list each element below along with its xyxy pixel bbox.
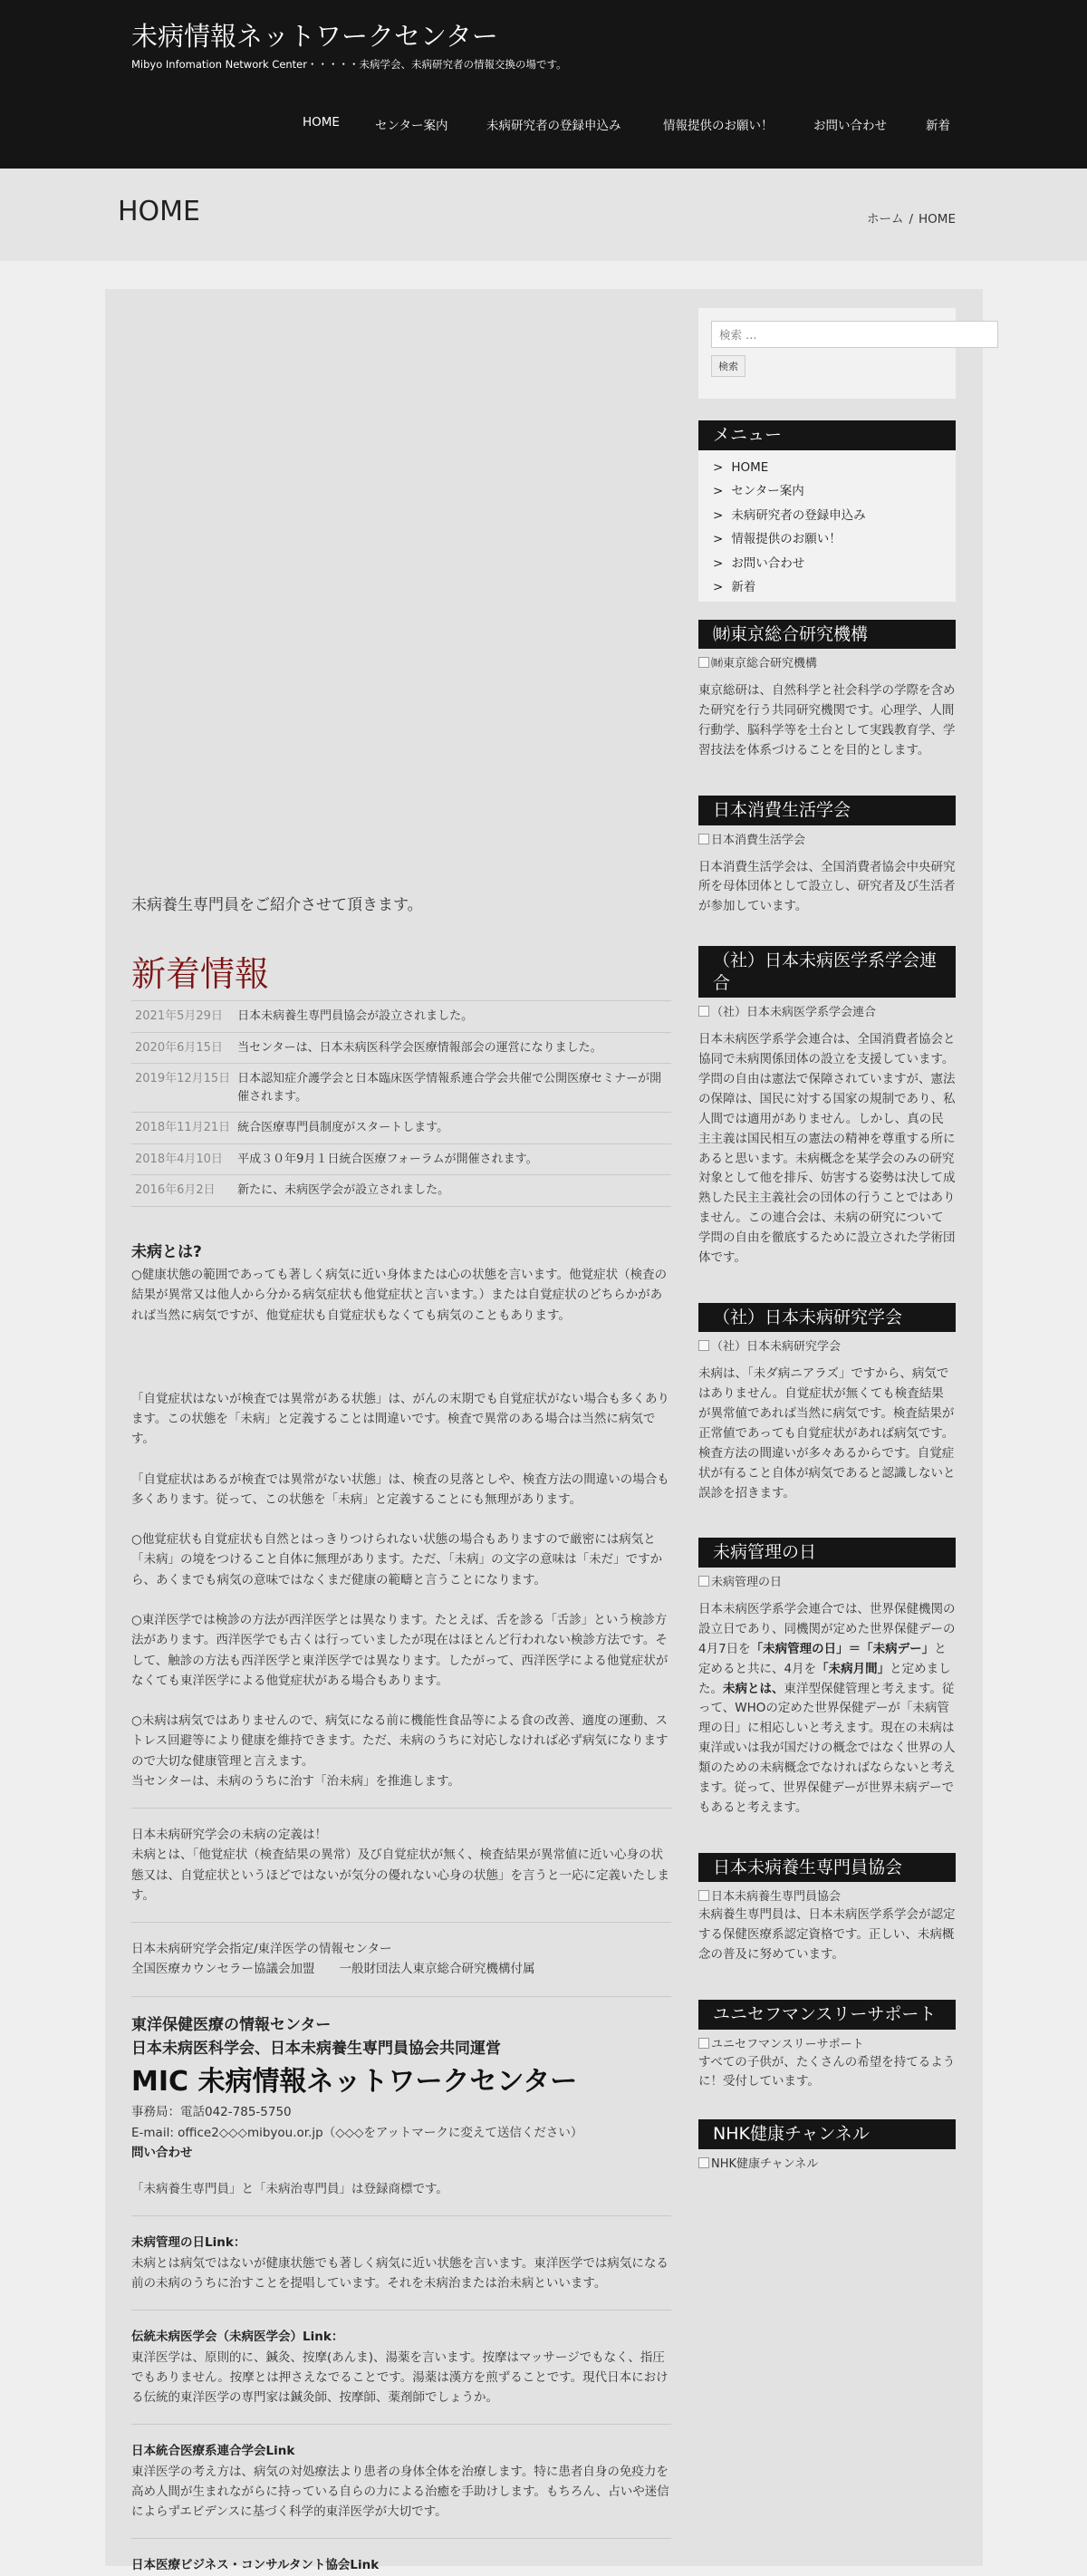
widget-yojo-association — [698, 1853, 956, 1965]
chevron-right-icon: > — [713, 555, 724, 571]
news-text: 日本認知症介護学会と日本臨床医学情報系連合学会共催で公開医療セミナーが開催されます。 — [234, 1064, 671, 1113]
association-line: 全国医療カウンセラー協議会加盟 一般財団法人東京総合研究機構付属 — [131, 1962, 535, 1977]
broken-image-icon[interactable]: （社）日本未病医学系学会連合 — [698, 1002, 956, 1019]
news-date: 2020年6月15日 — [131, 1032, 234, 1064]
definition-title: 日本未病研究学会の未病の定義は！ — [131, 1828, 327, 1843]
link-title[interactable]: 伝統未病医学会（未病医学会）Link： — [131, 2330, 344, 2345]
page-title: HOME — [118, 196, 201, 227]
menu-item-info-request[interactable] — [698, 527, 956, 552]
widget-text: 未病は、「未ダ病ニアラズ」ですから、病気ではありません。自覚症状が無くても検査結果が異常値であれば当然に病気です。検査結果が正常値であっても自覚症状があれば病気です。検査方法の間違いが多々あるからです。自覚症状が有ること自体が病気であると認識しないと誤診を招きます。 — [698, 1366, 956, 1500]
breadcrumb — [867, 208, 956, 227]
divider — [131, 2538, 671, 2539]
divider — [131, 1922, 671, 1923]
news-text: 統合医療専門員制度がスタートします。 — [234, 1113, 671, 1144]
link-title[interactable]: 未病管理の日Link： — [131, 2235, 246, 2251]
widget-title: （社）日本未病医学系学会連合 — [698, 946, 956, 998]
widget-title: 日本未病養生専門員協会 — [698, 1853, 956, 1883]
org-title: 日本未病医科学会、日本未病養生専門員協会共同運営 — [131, 2040, 501, 2059]
nav-news[interactable]: 新着 — [926, 119, 950, 133]
news-date: 2021年5月29日 — [131, 1001, 234, 1033]
news-text: 新たに、未病医学会が設立されました。 — [234, 1175, 671, 1207]
page-title-band — [0, 169, 1087, 261]
article-paragraph: ○未病は病気ではありませんので、病気になる前に機能性食品等による食の改善、適度の運動、ストレス回避等により健康を維持できます。ただ、未病のうちに対応しなければ必ず病気になりますので大切な健康管理と言えます。 — [131, 1713, 669, 1769]
site-title[interactable]: 未病情報ネットワークセンター — [131, 21, 498, 52]
link-text: 東洋医学の考え方は、病気の対処療法より患者の身体全体を治療します。特に患者自身の免疫力を高め人間が生まれながらに持っている自らの力による治癒を手助けします。もちろん、占いや迷信によらずエビデンスに基づく科学的東洋医学が大切です。 — [131, 2464, 669, 2520]
menu-item-label: 新着 — [731, 580, 756, 595]
menu-widget — [698, 420, 956, 602]
article-paragraph: ○健康状態の範囲であっても著しく病気に近い身体または心の状態を言います。他覚症状（検査の結果が異常又は他人から分かる病気症状も他覚症状と言います。）または自覚症状のどちらかがあれば当然に病気ですが、他覚症状も自覚症状もなくても病気のこともあります。 — [131, 1268, 668, 1323]
widget-title: NHK健康チャンネル — [698, 2119, 956, 2149]
news-date: 2019年12月15日 — [131, 1064, 234, 1113]
news-row — [131, 1064, 671, 1113]
broken-image-icon[interactable]: NHK健康チャンネル — [698, 2154, 956, 2171]
divider — [131, 1808, 671, 1809]
widget-mibyo-research-society — [698, 1303, 956, 1504]
widget-mibyo-day — [698, 1538, 956, 1818]
chevron-right-icon: > — [713, 532, 724, 547]
association-line: 日本未病研究学会指定/東洋医学の情報センター — [131, 1942, 392, 1957]
article-paragraph: ○東洋医学では検診の方法が西洋医学とは異なります。たとえば、舌を診る「舌診」という検診方法があります。西洋医学でも古くは行っていましたが現在はほとんど行われない検診方法です。そして、触診の方法も西洋医学と東洋医学では異なります。したがって、西洋医学による他覚症状がなくても東洋医学による他覚症状がある場合もあります。 — [131, 1612, 669, 1688]
site-header — [0, 0, 1087, 169]
widget-title: メニュー — [698, 420, 956, 450]
intro-text: 未病養生専門員をご紹介させて頂きます。 — [131, 896, 423, 914]
chevron-right-icon: > — [713, 484, 724, 499]
widget-consumer-society — [698, 796, 956, 917]
article-paragraph: 当センターは、未病のうちに治す「治未病」を推進します。 — [131, 1773, 460, 1789]
news-row — [131, 1143, 671, 1175]
article-paragraph: 「自覚症状はないが検査では異常がある状態」は、がんの末期でも自覚症状がない場合も多くあります。この状態を「未病」と定義することは間違いです。検査で異常のある場合は当然に病気です。 — [131, 1391, 669, 1447]
chevron-right-icon: > — [713, 507, 724, 523]
chevron-right-icon: > — [713, 459, 724, 475]
news-row — [131, 1113, 671, 1144]
news-table — [131, 1000, 671, 1207]
divider — [131, 2310, 671, 2311]
nav-contact[interactable]: お問い合わせ — [813, 119, 887, 133]
org-title: 東洋保健医療の情報センター — [131, 2015, 332, 2034]
link-title[interactable]: 日本医療ビジネス・コンサルタント協会Link — [131, 2558, 380, 2573]
widget-text: 未病養生専門員は、日本未病医学系学会が認定する保健医療系認定資格です。正しい、未病概念の普及に努めています。 — [698, 1907, 956, 1963]
divider — [131, 1996, 671, 1997]
news-text: 日本未病養生専門員協会が設立されました。 — [234, 1001, 671, 1033]
text-run: と定めました。 — [698, 1661, 951, 1696]
text-run: と定めると共に、4月を — [698, 1641, 947, 1676]
site-description: Mibyo Infomation Network Center・・・・・未病学会、未病研究者の情報交換の場です。 — [131, 58, 567, 71]
menu-item-label: 未病研究者の登録申込み — [731, 507, 866, 523]
widget-title: ユニセフマンスリーサポート — [698, 2000, 956, 2030]
search-button[interactable]: 検索 — [711, 355, 746, 377]
news-date: 2016年6月2日 — [131, 1175, 234, 1207]
nav-center-guide[interactable]: センター案内 — [375, 119, 448, 133]
news-row — [131, 1032, 671, 1064]
nav-researcher-registration[interactable]: 未病研究者の登録申込み — [486, 119, 621, 133]
breadcrumb-separator: / — [909, 212, 914, 227]
widget-text: 日本消費生活学会は、全国消費者協会中央研究所を母体団体として設立し、研究者及び生活者が参加しています。 — [698, 859, 956, 914]
link-title[interactable]: 日本統合医療系連合学会Link — [131, 2444, 295, 2459]
menu-item-home[interactable] — [698, 456, 956, 480]
menu-item-contact[interactable] — [698, 552, 956, 576]
link-text: 未病とは病気ではないが健康状態でも著しく病気に近い状態を言います。東洋医学では病気になる前の未病のうちに治すことを提唱しています。それを未病治または治未病といいます。 — [131, 2255, 669, 2291]
text-run-bold: 「未病管理の日」＝「未病デー」 — [750, 1641, 935, 1656]
office-phone: 事務局：電話042-785-5750 — [131, 2105, 292, 2120]
widget-title: （社）日本未病研究学会 — [698, 1303, 956, 1333]
menu-item-label: センター案内 — [731, 484, 804, 499]
breadcrumb-home-link[interactable]: ホーム — [866, 212, 904, 227]
broken-image-icon[interactable]: （社）日本未病研究学会 — [698, 1336, 956, 1354]
widget-title: ㈶東京総合研究機構 — [698, 620, 956, 650]
center-name: MIC 未病情報ネットワークセンター — [131, 2066, 578, 2098]
menu-item-label: 情報提供のお願い！ — [731, 532, 842, 547]
widget-unicef — [698, 2000, 956, 2092]
definition-text: 未病とは、「他覚症状（検査結果の異常）及び自覚症状が無く、検査結果が異常値に近い心身の状態又は、自覚症状というほどではないが気分の優れない心身の状態」を言うと一応に定義いたします。 — [131, 1848, 669, 1903]
chevron-right-icon: > — [713, 580, 724, 595]
widget-text: すべての子供が、たくさんの希望を持てるように！受付しています。 — [698, 2054, 956, 2089]
sidebar — [698, 308, 956, 2171]
menu-item-label: お問い合わせ — [731, 555, 805, 571]
broken-image-icon[interactable]: ユニセフマンスリーサポート — [698, 2034, 956, 2051]
divider — [131, 2215, 671, 2216]
article-body — [131, 1240, 671, 2576]
widget-text — [698, 1600, 956, 1818]
news-date: 2018年11月21日 — [131, 1113, 234, 1144]
widget-title: 未病管理の日 — [698, 1538, 956, 1568]
trademark-note: 「未病養生専門員」と「未病治専門員」は登録商標です。 — [131, 2182, 448, 2197]
breadcrumb-current: HOME — [919, 212, 956, 227]
widget-nhk — [698, 2119, 956, 2171]
nav-info-request[interactable]: 情報提供のお願い！ — [663, 119, 774, 133]
menu-list — [698, 450, 956, 602]
news-date: 2018年4月10日 — [131, 1143, 234, 1175]
broken-image-icon[interactable]: 日本未病養生専門員協会 — [698, 1886, 956, 1904]
broken-image-icon[interactable]: 未病管理の日 — [698, 1572, 956, 1589]
article-paragraph: 「自覚症状はあるが検査では異常がない状態」は、検査の見落としや、検査方法の間違いの場合も多くあります。従って、この状態を「未病」と定義することにも無理があります。 — [131, 1471, 669, 1507]
text-run: 日本未病医学系学会連合では、世界保健機関の設立日であり、同機関が定めた世界保健デーの4月7日を — [698, 1602, 956, 1656]
widget-mibyo-federation — [698, 946, 956, 1269]
menu-item-news[interactable] — [698, 575, 956, 600]
news-title: 新着情報 — [131, 954, 270, 994]
office-email: E-mail: office2◇◇◇mibyou.or.jp（◇◇◇をアットマークに変えて送信ください） — [131, 2125, 583, 2140]
search-widget — [698, 308, 956, 399]
widget-title: 日本消費生活学会 — [698, 796, 956, 825]
menu-item-center-guide[interactable] — [698, 479, 956, 504]
divider — [131, 2424, 671, 2425]
text-run-bold: 「未病月間」 — [816, 1661, 890, 1676]
news-row — [131, 1001, 671, 1033]
widget-text: 日本未病医学系学会連合は、全国消費者協会と協同で未病関係団体の設立を支援しています。学問の自由は憲法で保障されていますが、憲法の保障は、国民に対する国家の規制であり、私人間では適用がありません。しかし、真の民主主義は国民相互の憲法の精神を尊重する所にあると思います。未病概念を某学会のみの研究対象として他を排斥、妨害する姿勢は決して成熟した民主主義社会の団体の行うことではありません。この連合会は、未病の研究について学問の自由を徹底するために設立された学術団体です。 — [698, 1032, 956, 1265]
mibyo-heading: 未病とは? — [131, 1243, 202, 1261]
broken-image-icon[interactable]: 日本消費生活学会 — [698, 830, 956, 847]
main-nav — [0, 115, 1087, 133]
nav-home[interactable]: HOME — [303, 115, 340, 130]
contact-link[interactable]: 問い合わせ — [131, 2145, 193, 2160]
search-input[interactable] — [711, 321, 998, 348]
news-row — [131, 1175, 671, 1207]
widget-text: 東京総研は、自然科学と社会科学の学際を含めた研究を行う共同研究機関です。心理学、人間行動学、脳科学等を土台として実践教育学、学習技法を体系づけることを目的とします。 — [698, 683, 956, 757]
widget-tokyo-research — [698, 620, 956, 761]
text-run-bold: 未病とは、 — [723, 1681, 784, 1696]
article-paragraph: ○他覚症状も自覚症状も自然とはっきりつけられない状態の場合もありますので厳密には病気と「未病」の境をつけること自体に無理があります。ただ、「未病」の文字の意味は「未だ」ですから、あくまでも病気の意味ではなくまだ健康の範疇と言うことになります。 — [131, 1532, 663, 1587]
news-text: 当センターは、日本未病医科学会医療情報部会の運営になりました。 — [234, 1032, 671, 1064]
link-text: 東洋医学は、原則的に、鍼灸、按摩(あんま)、湯薬を言います。按摩はマッサージでもなく、指圧でもありません。按摩とは押さえなでることです。湯薬は漢方を煎ずることです。現代日本における伝統的東洋医学の専門家は鍼灸師、按摩師、薬剤師でしょうか。 — [131, 2349, 669, 2406]
text-run: 東洋型保健管理と考えます。従って、WHOの定めた世界保健デーが「未病管理の日」に相応しいと考えます。現在の未病は東洋或いは我が国だけの概念ではなく世界の人類のための未病概念でなければならないと考えます。従って、世界保健デーが世界未病デーでもあると考えます。 — [698, 1681, 956, 1815]
menu-item-label: HOME — [731, 459, 769, 475]
broken-image-icon[interactable]: ㈶東京総合研究機構 — [698, 653, 956, 671]
news-text: 平成３０年9月１日統合医療フォーラムが開催されます。 — [234, 1143, 671, 1175]
menu-item-researcher-registration[interactable] — [698, 504, 956, 528]
